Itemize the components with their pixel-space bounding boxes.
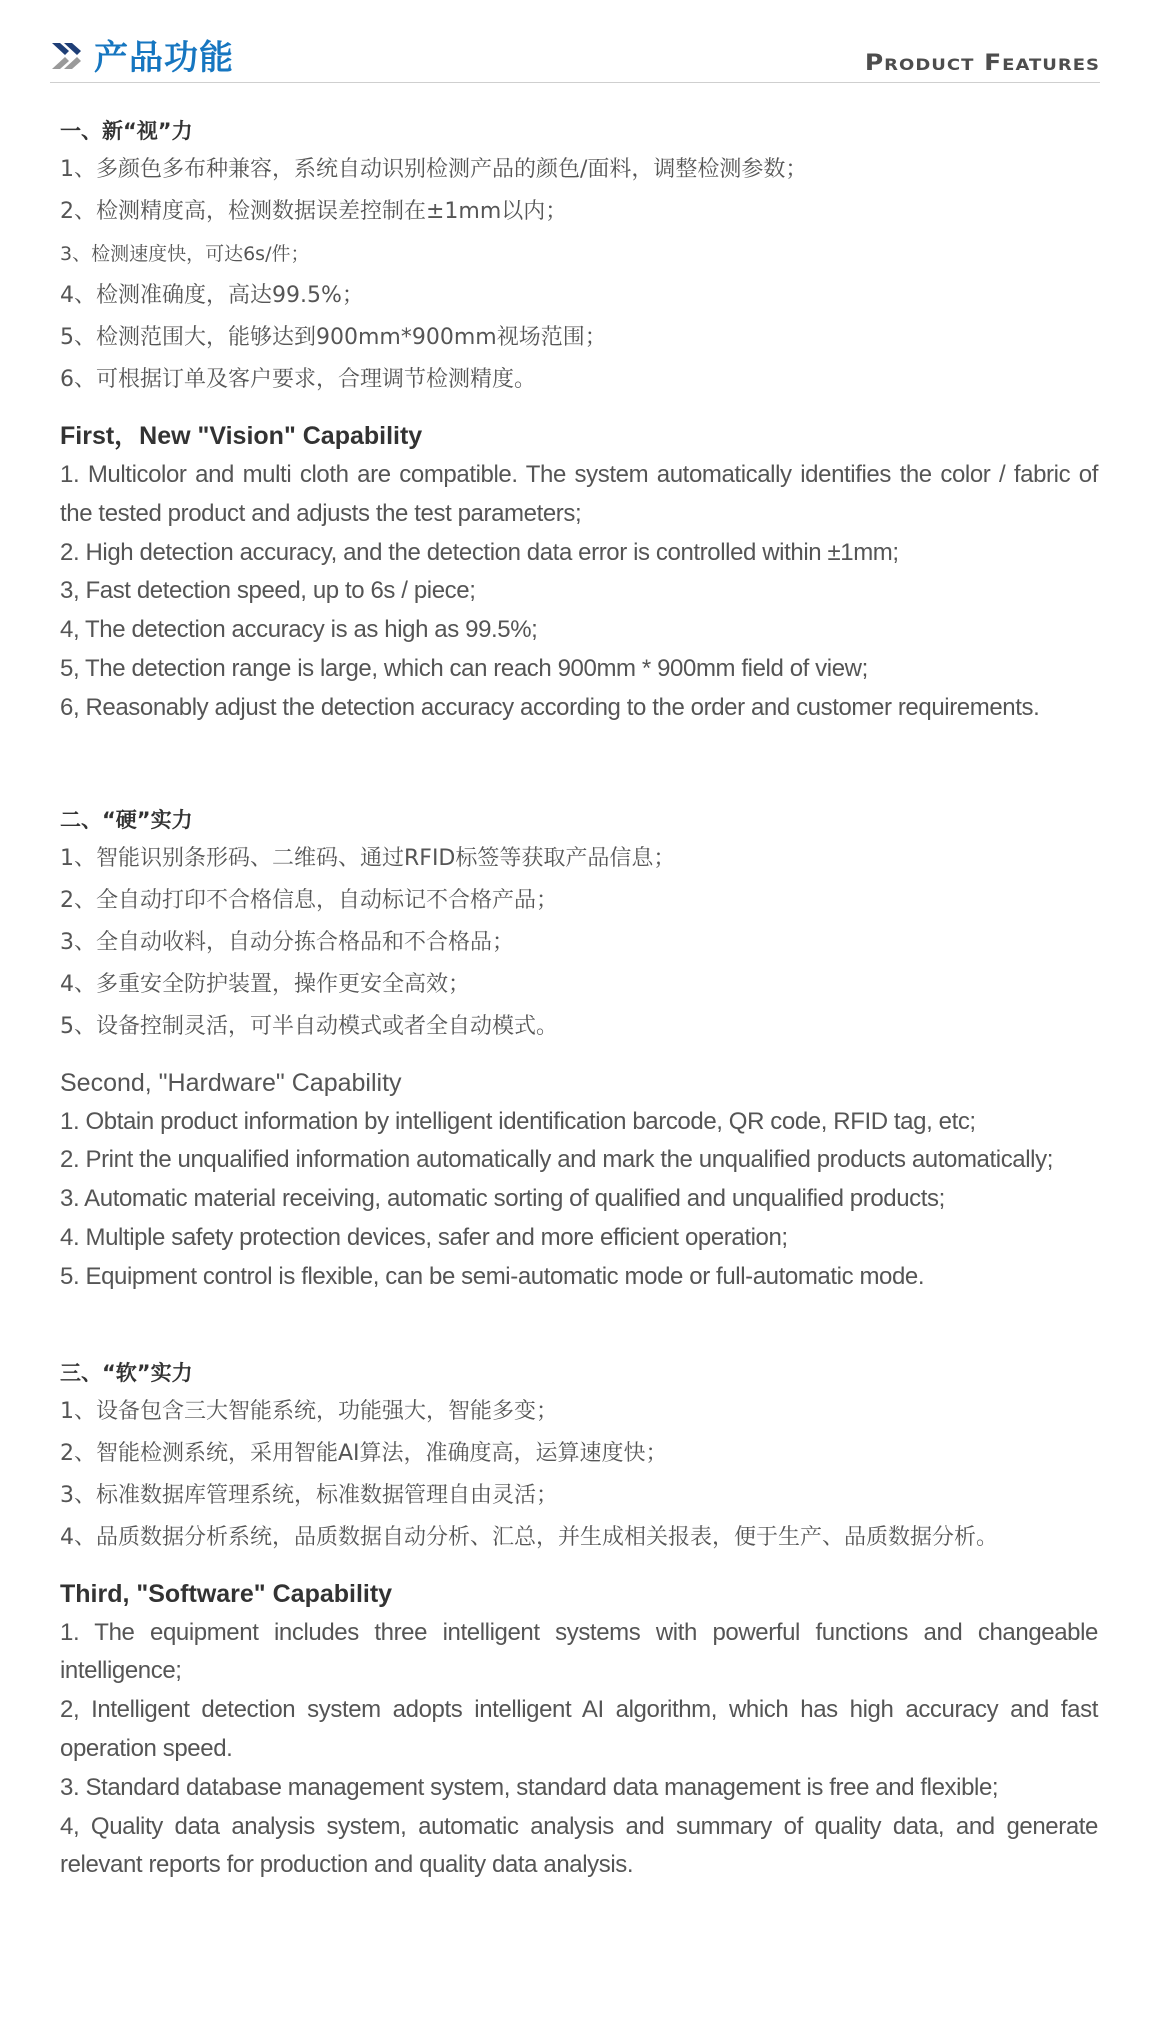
section-hardware <box>60 802 1098 1297</box>
list-item: 1. The equipment includes three intelligent systems with powerful functions and changeable intelligence; <box>60 1618 1098 1685</box>
list-item: 3, Fast detection speed, up to 6s / piece; <box>60 577 476 605</box>
list-item: 1. Obtain product information by intelligent identification barcode, QR code, RFID tag, etc; <box>60 1107 976 1135</box>
section-heading-en: Third, "Software" Capability <box>60 1579 393 1608</box>
list-item: 2、智能检测系统，采用智能AI算法，准确度高，运算速度快； <box>60 1440 668 1466</box>
list-item: 5、设备控制灵活，可半自动模式或者全自动模式。 <box>60 1013 558 1039</box>
list-item: 3. Automatic material receiving, automatic sorting of qualified and unqualified products; <box>60 1185 945 1213</box>
header-divider <box>50 82 1100 83</box>
list-item: 6, Reasonably adjust the detection accuracy according to the order and customer requirements. <box>60 693 1040 721</box>
list-item: 2. Print the unqualified information automatically and mark the unqualified products automatically; <box>60 1146 1053 1174</box>
section-heading-cn: 二、“硬”实力 <box>60 807 193 832</box>
list-item: 3、全自动收料，自动分拣合格品和不合格品； <box>60 929 514 955</box>
list-item: 1、智能识别条形码、二维码、通过RFID标签等获取产品信息； <box>60 845 676 871</box>
section-heading-en: Second, "Hardware" Capability <box>60 1068 402 1097</box>
list-item: 2. High detection accuracy, and the detection data error is controlled within ±1mm; <box>60 538 899 566</box>
list-item: 3、标准数据库管理系统，标准数据管理自由灵活； <box>60 1482 558 1508</box>
section-heading-cn: 三、“软”实力 <box>60 1360 193 1385</box>
section-heading-en: First，New "Vision" Capability <box>60 422 423 450</box>
section-vision <box>60 113 1098 728</box>
list-item: 1、多颜色多布种兼容，系统自动识别检测产品的颜色/面料，调整检测参数； <box>60 157 808 182</box>
list-item: 5, The detection range is large, which can reach 900mm * 900mm field of view; <box>60 654 868 682</box>
list-item: 4、品质数据分析系统，品质数据自动分析、汇总，并生成相关报表，便于生产、品质数据分析。 <box>60 1524 999 1550</box>
list-item: 1、设备包含三大智能系统，功能强大，智能多变； <box>60 1398 558 1424</box>
list-item: 4, The detection accuracy is as high as 99.5%; <box>60 616 538 644</box>
page-title-english: Product Features <box>864 49 1100 76</box>
list-item: 6、可根据订单及客户要求，合理调节检测精度。 <box>60 367 536 392</box>
section-software <box>60 1355 1098 1886</box>
list-item: 5、检测范围大，能够达到900mm*900mm视场范围； <box>60 325 607 350</box>
list-item: 2、全自动打印不合格信息，自动标记不合格产品； <box>60 887 558 913</box>
double-chevron-right-icon <box>52 43 86 69</box>
list-item: 4、检测准确度，高达99.5%； <box>60 283 364 308</box>
list-item: 4、多重安全防护装置，操作更安全高效； <box>60 971 470 997</box>
list-item: 4. Multiple safety protection devices, safer and more efficient operation; <box>60 1223 788 1251</box>
list-item: 3. Standard database management system, standard data management is free and flexible; <box>60 1773 999 1801</box>
page-header <box>50 34 1100 82</box>
list-item: 5. Equipment control is flexible, can be semi-automatic mode or full-automatic mode. <box>60 1262 925 1290</box>
list-item: 2, Intelligent detection system adopts intelligent AI algorithm, which has high accuracy and fast operation speed. <box>60 1696 1098 1762</box>
features-content <box>60 113 1098 1885</box>
list-item: 3、检测速度快，可达6s/件； <box>60 243 310 265</box>
page-title: 产品功能 <box>94 38 234 78</box>
list-item: 4, Quality data analysis system, automatic analysis and summary of quality data, and generate relevant reports for production and quality data analysis. <box>60 1812 1098 1879</box>
section-heading-cn: 一、新“视”力 <box>60 119 193 143</box>
list-item: 1. Multicolor and multi cloth are compatible. The system automatically identifies the color / fabric of the tested product and adjusts the test parameters; <box>60 461 1098 527</box>
list-item: 2、检测精度高，检测数据误差控制在±1mm以内； <box>60 199 568 224</box>
